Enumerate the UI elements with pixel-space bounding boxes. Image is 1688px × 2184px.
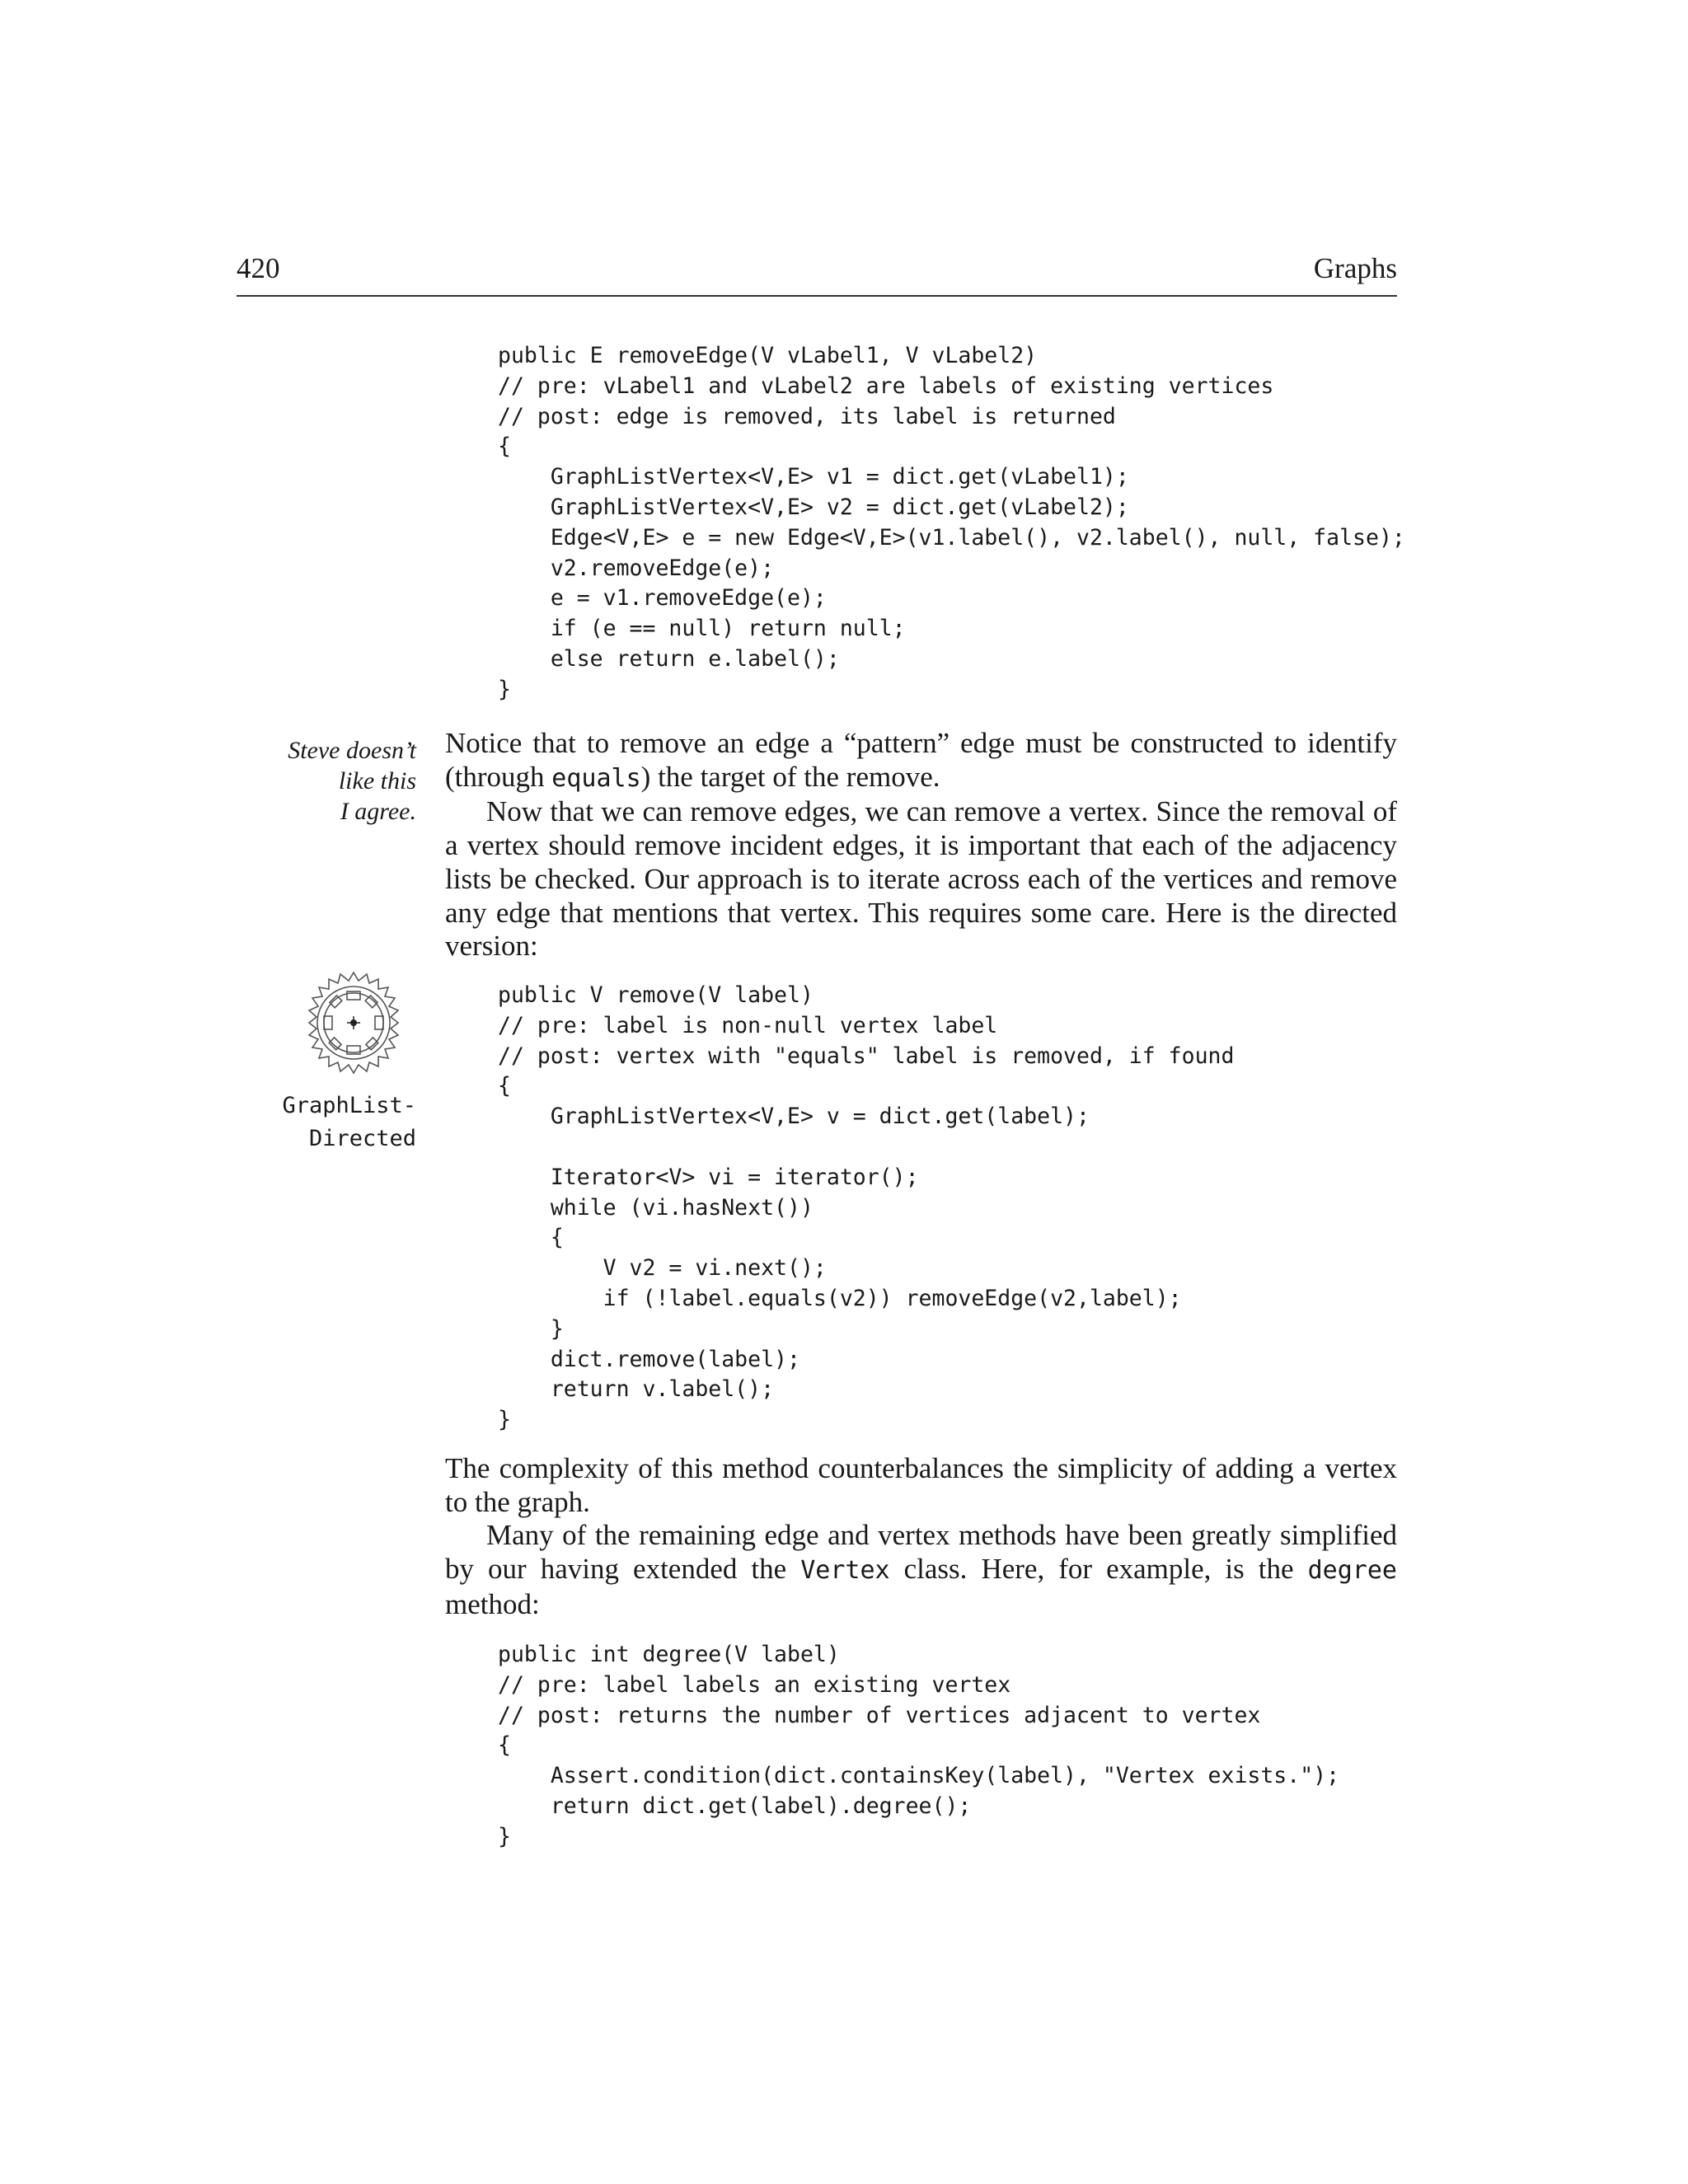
margin-note [202, 735, 416, 827]
page-number: 420 [237, 252, 280, 284]
code-line: if (!label.equals(v2)) removeEdge(v2,label); [498, 1285, 1182, 1311]
file-label-line: GraphList- [282, 1093, 416, 1118]
code-block-degree [498, 1640, 1339, 1853]
code-line: // post: vertex with "equals" label is removed, if found [498, 1043, 1235, 1069]
code-line: // pre: vLabel1 and vLabel2 are labels of existing vertices [498, 373, 1274, 399]
running-header [237, 249, 1397, 297]
code-line: public int degree(V label) [498, 1642, 840, 1667]
code-line [498, 1132, 1234, 1163]
code-line: // post: returns the number of vertices adjacent to vertex [498, 1702, 1261, 1728]
code-line: // pre: label labels an existing vertex [498, 1671, 1011, 1698]
margin-note-line: like this [338, 767, 416, 794]
code-line: public E removeEdge(V vLabel1, V vLabel2) [498, 343, 1038, 368]
code-line: if (e == null) return null; [498, 616, 906, 642]
code-line: { [498, 1225, 564, 1251]
paragraph-text: Many of the remaining edge and vertex methods have been greatly simplified by our having extended the [445, 1519, 1397, 1586]
paragraph: The complexity of this method counterbalances the simplicity of adding a vertex to the graph. [445, 1452, 1397, 1518]
inline-code: equals [551, 763, 641, 793]
inline-code: Vertex [800, 1556, 890, 1586]
chapter-title: Graphs [1313, 252, 1397, 284]
paragraph [445, 727, 1397, 795]
prose-block-2 [445, 1452, 1397, 1622]
code-line: GraphListVertex<V,E> v2 = dict.get(vLabel2); [498, 494, 1129, 520]
code-line: v2.removeEdge(e); [498, 555, 775, 581]
code-line: while (vi.hasNext()) [498, 1194, 814, 1221]
margin-note-line: I agree. [340, 798, 416, 825]
code-line: Assert.condition(dict.containsKey(label), "Vertex exists."); [498, 1763, 1340, 1789]
code-line: public V remove(V label) [498, 982, 814, 1008]
code-line: return dict.get(label).degree(); [498, 1793, 972, 1819]
code-line: { [498, 1732, 511, 1759]
code-line: } [498, 1407, 511, 1433]
code-line: GraphListVertex<V,E> v1 = dict.get(vLabel1); [498, 464, 1129, 490]
file-label-line: Directed [308, 1126, 416, 1151]
code-line: dict.remove(label); [498, 1346, 800, 1372]
code-line: Iterator<V> vi = iterator(); [498, 1164, 919, 1190]
code-line: else return e.label(); [498, 645, 840, 672]
paragraph-text: ) the target of the remove. [640, 760, 940, 793]
code-line: Edge<V,E> e = new Edge<V,E>(v1.label(), v2.label(), null, false); [498, 524, 1405, 551]
code-line: return v.label(); [498, 1376, 775, 1403]
paragraph-text: Notice that to remove an edge a “pattern” edge must be constructed to identify (through [445, 727, 1397, 793]
code-line: // pre: label is non-null vertex label [498, 1012, 998, 1038]
code-line: e = v1.removeEdge(e); [498, 585, 827, 612]
paragraph-text: class. Here, for example, is the [889, 1553, 1308, 1586]
code-line: // post: edge is removed, its label is returned [498, 403, 1116, 429]
code-line: { [498, 434, 511, 460]
code-block-remove-vertex [498, 981, 1234, 1436]
source-file-label [202, 1090, 416, 1155]
paragraph [445, 1519, 1397, 1621]
paragraph: Now that we can remove edges, we can remove a vertex. Since the removal of a vertex should remove incident edges, it is important that each of the adjacency lists be checked. Our approach is to iterate across each of the vertices and remove any edge that mentions that vertex. This requires some care. Here is the directed version: [445, 795, 1397, 963]
code-line: } [498, 1315, 564, 1342]
code-line: } [498, 676, 511, 702]
inline-code: degree [1307, 1556, 1397, 1586]
prose-block-1 [445, 727, 1397, 963]
paragraph-text: method: [445, 1587, 540, 1620]
code-block-remove-edge [498, 341, 1405, 705]
gear-icon [302, 971, 406, 1075]
code-line: { [498, 1073, 511, 1099]
margin-note-line: Steve doesn’t [288, 737, 416, 764]
code-line: V v2 = vi.next(); [498, 1255, 827, 1282]
code-line: } [498, 1823, 511, 1849]
code-line: GraphListVertex<V,E> v = dict.get(label); [498, 1104, 1090, 1130]
